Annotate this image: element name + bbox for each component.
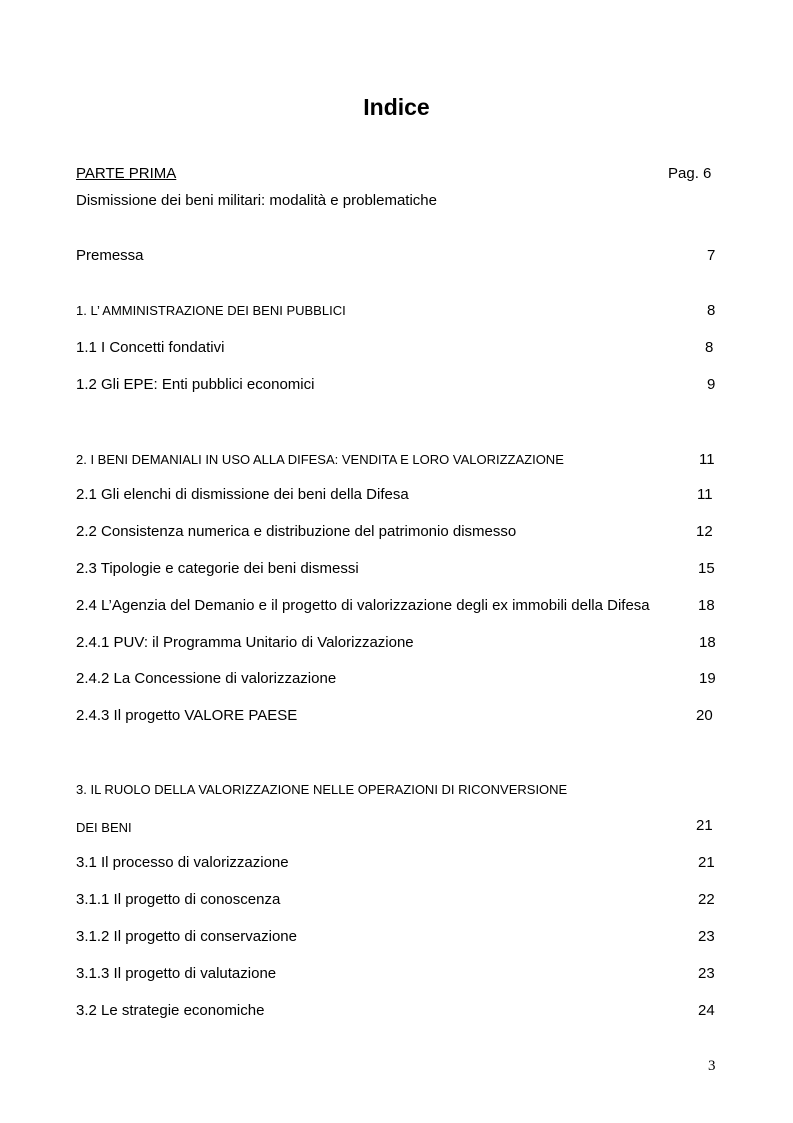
- toc-entry-2-1: 2.1 Gli elenchi di dismissione dei beni della Difesa: [76, 486, 409, 503]
- toc-entry-2-2: 2.2 Consistenza numerica e distribuzione del patrimonio dismesso: [76, 523, 517, 540]
- toc-entry-3-1-3: 3.1.3 Il progetto di valutazione: [76, 965, 277, 982]
- toc-entry-3: 3. IL RUOLO DELLA VALORIZZAZIONE NELLE OPERAZIONI DI RICONVERSIONE: [76, 782, 568, 797]
- toc-entry-3-1: 3.1 Il processo di valorizzazione: [76, 854, 289, 871]
- part-label: PARTE PRIMA: [76, 165, 177, 182]
- toc-entry-1: 1. L’ AMMINISTRAZIONE DEI BENI PUBBLICI: [76, 303, 346, 318]
- toc-entry-2-4-1: 2.4.1 PUV: il Programma Unitario di Valorizzazione: [76, 634, 414, 651]
- toc-entry-premessa: Premessa: [76, 247, 144, 264]
- toc-page-1: 8: [707, 302, 716, 319]
- toc-entry-2-4-3: 2.4.3 Il progetto VALORE PAESE: [76, 707, 298, 724]
- toc-page-1-2: 9: [707, 376, 716, 393]
- part-subtitle: Dismissione dei beni militari: modalità e problematiche: [76, 192, 437, 209]
- toc-page-3-1-3: 23: [698, 965, 715, 982]
- toc-entry-1-1: 1.1 I Concetti fondativi: [76, 339, 225, 356]
- toc-page-3-1-2: 23: [698, 928, 715, 945]
- toc-entry-2-4-2: 2.4.2 La Concessione di valorizzazione: [76, 670, 337, 687]
- toc-page-2-2: 12: [696, 523, 713, 540]
- toc-entry-2-4: 2.4 L’Agenzia del Demanio e il progetto di valorizzazione degli ex immobili della Difesa: [76, 597, 650, 614]
- toc-entry-2: 2. I BENI DEMANIALI IN USO ALLA DIFESA: VENDITA E LORO VALORIZZAZIONE: [76, 452, 564, 467]
- toc-page-2-4-2: 19: [699, 670, 716, 687]
- toc-page-premessa: 7: [707, 247, 716, 264]
- toc-page-2-3: 15: [698, 560, 715, 577]
- toc-page-3-2: 24: [698, 1002, 715, 1019]
- toc-page-2-4-3: 20: [696, 707, 713, 724]
- toc-entry-1-2: 1.2 Gli EPE: Enti pubblici economici: [76, 376, 315, 393]
- toc-entry-3-2: 3.2 Le strategie economiche: [76, 1002, 265, 1019]
- page-number: 3: [708, 1058, 716, 1074]
- toc-page-1-1: 8: [705, 339, 714, 356]
- toc-page-2-4: 18: [698, 597, 715, 614]
- toc-entry-3-cont: DEI BENI: [76, 820, 132, 835]
- toc-page-2-1: 11: [697, 486, 713, 503]
- toc-entry-2-3: 2.3 Tipologie e categorie dei beni dismessi: [76, 560, 359, 577]
- toc-page-2-4-1: 18: [699, 634, 716, 651]
- toc-page-2: 11: [699, 451, 715, 468]
- toc-title: Indice: [363, 94, 430, 120]
- toc-page-3-1: 21: [698, 854, 715, 871]
- part-page: Pag. 6: [668, 165, 712, 182]
- toc-entry-3-1-1: 3.1.1 Il progetto di conoscenza: [76, 891, 281, 908]
- toc-page-3-1-1: 22: [698, 891, 715, 908]
- toc-entry-3-1-2: 3.1.2 Il progetto di conservazione: [76, 928, 297, 945]
- toc-page-3: 21: [696, 817, 713, 834]
